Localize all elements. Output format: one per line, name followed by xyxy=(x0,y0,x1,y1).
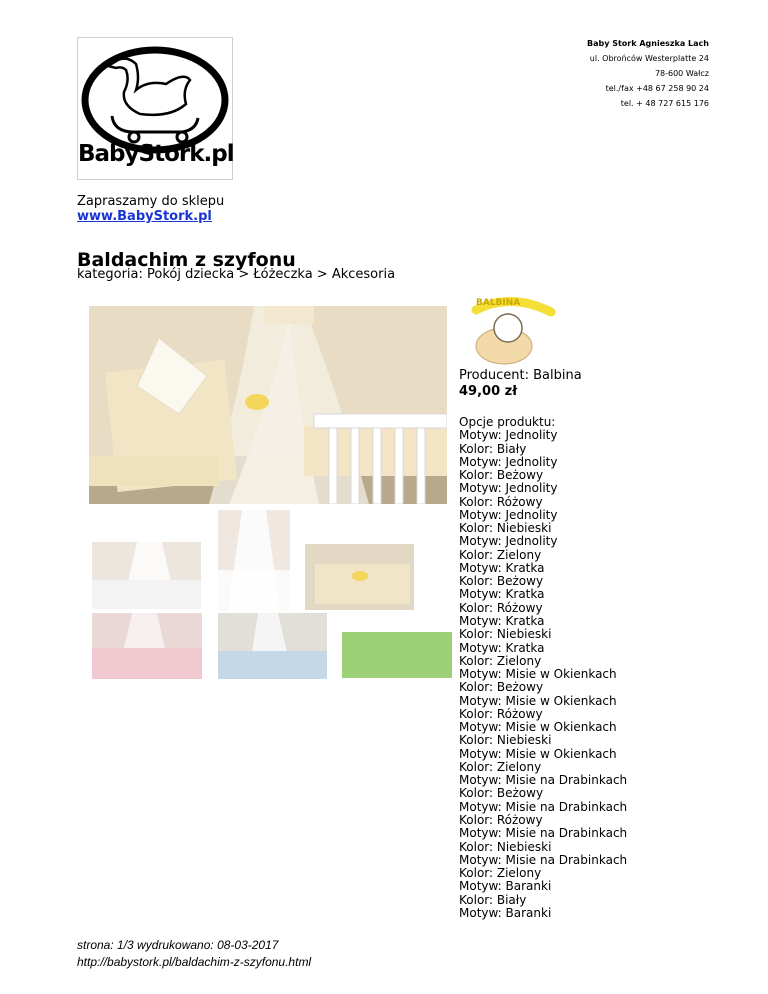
thumbnail-5[interactable] xyxy=(218,613,327,679)
option-line: Kolor: Niebieski xyxy=(459,627,552,642)
producer: Producent: Balbina xyxy=(459,368,582,383)
option-line: Kolor: Beżowy xyxy=(459,468,544,483)
option-line: Kolor: Biały xyxy=(459,441,527,456)
option-line: Kolor: Beżowy xyxy=(459,786,544,801)
product-options xyxy=(459,416,627,920)
option-line: Motyw: Misie w Okienkach xyxy=(459,693,617,708)
option-line: Kolor: Beżowy xyxy=(459,680,544,695)
price: 49,00 zł xyxy=(459,384,518,399)
option-line: Motyw: Jednolity xyxy=(459,534,558,549)
thumbnail-4[interactable] xyxy=(92,613,202,679)
option-line: Kolor: Niebieski xyxy=(459,733,552,748)
option-line: Motyw: Kratka xyxy=(459,613,545,628)
option-line: Motyw: Jednolity xyxy=(459,507,558,522)
option-line: Motyw: Misie w Okienkach xyxy=(459,667,617,682)
shop-invite xyxy=(77,194,224,224)
option-line: Kolor: Niebieski xyxy=(459,839,552,854)
option-line: Motyw: Misie w Okienkach xyxy=(459,746,617,761)
shop-link[interactable]: www.BabyStork.pl xyxy=(77,209,212,224)
option-line: Motyw: Misie na Drabinkach xyxy=(459,826,628,841)
option-line: Motyw: Jednolity xyxy=(459,481,558,496)
product-category: kategoria: Pokój dziecka > Łóżeczka > Akcesoria xyxy=(77,267,396,282)
option-line: Motyw: Baranki xyxy=(459,905,552,920)
option-line: Kolor: Beżowy xyxy=(459,574,544,589)
option-line: Motyw: Baranki xyxy=(459,879,552,894)
product-title: Baldachim z szyfonu xyxy=(77,249,296,271)
brand-logo-text: BALBINA xyxy=(476,298,521,308)
print-footer xyxy=(77,937,311,971)
company-name: Baby Stork Agnieszka Lach xyxy=(587,39,709,48)
invite-text: Zapraszamy do sklepu xyxy=(77,194,225,209)
option-line: Kolor: Zielony xyxy=(459,866,542,881)
thumbnail-1[interactable] xyxy=(218,510,290,611)
option-line: Kolor: Różowy xyxy=(459,494,543,509)
company-info xyxy=(587,36,709,111)
page-info: strona: 1/3 wydrukowano: 08-03-2017 xyxy=(77,938,279,952)
option-line: Kolor: Zielony xyxy=(459,653,542,668)
option-line: Kolor: Różowy xyxy=(459,706,543,721)
option-line: Motyw: Kratka xyxy=(459,560,545,575)
options-header: Opcje produktu: xyxy=(459,415,556,429)
company-city: 78-600 Wałcz xyxy=(654,69,709,78)
option-line: Motyw: Misie na Drabinkach xyxy=(459,773,628,788)
option-line: Kolor: Niebieski xyxy=(459,521,552,536)
option-line: Kolor: Zielony xyxy=(459,759,542,774)
option-line: Motyw: Jednolity xyxy=(459,428,558,443)
option-line: Kolor: Zielony xyxy=(459,547,542,562)
option-line: Motyw: Misie w Okienkach xyxy=(459,720,617,735)
balbina-brand-logo xyxy=(456,290,566,370)
option-line: Kolor: Biały xyxy=(459,892,527,907)
logo-text: BabyStork.pl xyxy=(78,141,234,167)
main-product-photo xyxy=(89,306,447,504)
company-street: ul. Obrońców Westerplatte 24 xyxy=(589,54,709,63)
option-line: Kolor: Różowy xyxy=(459,600,543,615)
page-url: http://babystork.pl/baldachim-z-szyfonu.html xyxy=(77,955,312,969)
option-line: Motyw: Misie na Drabinkach xyxy=(459,799,628,814)
option-line: Kolor: Różowy xyxy=(459,812,543,827)
option-line: Motyw: Kratka xyxy=(459,640,545,655)
babystork-logo xyxy=(77,37,233,180)
option-line: Motyw: Kratka xyxy=(459,587,545,602)
thumbnail-3[interactable] xyxy=(305,544,414,610)
thumbnail-2[interactable] xyxy=(92,542,201,609)
thumbnail-6-green-swatch[interactable] xyxy=(342,632,452,678)
company-phone-fax: tel./fax +48 67 258 90 24 xyxy=(605,84,709,93)
company-phone: tel. + 48 727 615 176 xyxy=(620,99,709,108)
option-line: Motyw: Misie na Drabinkach xyxy=(459,852,628,867)
option-line: Motyw: Jednolity xyxy=(459,454,558,469)
